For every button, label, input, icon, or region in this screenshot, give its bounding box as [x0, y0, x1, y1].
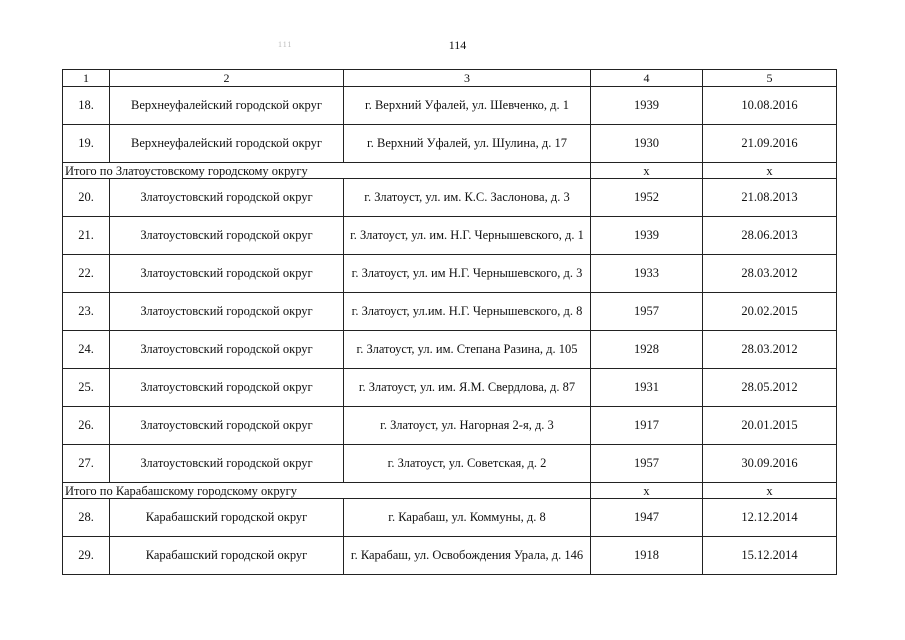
district-cell: Верхнеуфалейский городской округ	[110, 87, 344, 125]
table-row	[63, 293, 837, 331]
table-row	[63, 217, 837, 255]
buildings-table	[62, 69, 837, 575]
subtotal-date: х	[703, 163, 837, 179]
address-cell: г. Златоуст, ул. им. Я.М. Свердлова, д. 87	[344, 369, 591, 407]
row-number: 29.	[63, 537, 110, 575]
faint-stamp: 111	[278, 40, 293, 49]
date-cell: 28.06.2013	[703, 217, 837, 255]
date-cell: 20.01.2015	[703, 407, 837, 445]
year-cell: 1930	[591, 125, 703, 163]
district-cell: Златоустовский городской округ	[110, 217, 344, 255]
address-cell: г. Златоуст, ул. им. К.С. Заслонова, д. 3	[344, 179, 591, 217]
date-cell: 20.02.2015	[703, 293, 837, 331]
row-number: 18.	[63, 87, 110, 125]
district-cell: Златоустовский городской округ	[110, 179, 344, 217]
year-cell: 1957	[591, 445, 703, 483]
district-cell: Златоустовский городской округ	[110, 445, 344, 483]
address-cell: г. Златоуст, ул. им. Н.Г. Чернышевского, д. 1	[344, 217, 591, 255]
date-cell: 10.08.2016	[703, 87, 837, 125]
row-number: 27.	[63, 445, 110, 483]
date-cell: 21.09.2016	[703, 125, 837, 163]
table-row	[63, 87, 837, 125]
table-row	[63, 445, 837, 483]
table-row	[63, 255, 837, 293]
table-row	[63, 369, 837, 407]
district-cell: Златоустовский городской округ	[110, 331, 344, 369]
subtotal-label: Итого по Златоустовскому городскому округу	[63, 163, 591, 179]
address-cell: г. Златоуст, ул. Советская, д. 2	[344, 445, 591, 483]
district-cell: Златоустовский городской округ	[110, 293, 344, 331]
row-number: 22.	[63, 255, 110, 293]
row-number: 25.	[63, 369, 110, 407]
table-row	[63, 125, 837, 163]
district-cell: Верхнеуфалейский городской округ	[110, 125, 344, 163]
year-cell: 1947	[591, 499, 703, 537]
year-cell: 1931	[591, 369, 703, 407]
year-cell: 1917	[591, 407, 703, 445]
column-header: 4	[591, 70, 703, 87]
page-number: 114	[448, 38, 467, 52]
table-row	[63, 331, 837, 369]
year-cell: 1918	[591, 537, 703, 575]
year-cell: 1939	[591, 87, 703, 125]
date-cell: 30.09.2016	[703, 445, 837, 483]
column-header: 1	[63, 70, 110, 87]
district-cell: Карабашский городской округ	[110, 537, 344, 575]
date-cell: 28.03.2012	[703, 331, 837, 369]
table-row	[63, 537, 837, 575]
address-cell: г. Златоуст, ул. Нагорная 2-я, д. 3	[344, 407, 591, 445]
address-cell: г. Златоуст, ул. им. Степана Разина, д. 105	[344, 331, 591, 369]
column-header: 3	[344, 70, 591, 87]
date-cell: 12.12.2014	[703, 499, 837, 537]
subtotal-row	[63, 483, 837, 499]
table-row	[63, 407, 837, 445]
subtotal-year: х	[591, 163, 703, 179]
table-header-row	[63, 70, 837, 87]
subtotal-date: х	[703, 483, 837, 499]
district-cell: Златоустовский городской округ	[110, 255, 344, 293]
column-header: 5	[703, 70, 837, 87]
address-cell: г. Златоуст, ул. им Н.Г. Чернышевского, д. 3	[344, 255, 591, 293]
year-cell: 1933	[591, 255, 703, 293]
row-number: 23.	[63, 293, 110, 331]
address-cell: г. Карабаш, ул. Коммуны, д. 8	[344, 499, 591, 537]
address-cell: г. Верхний Уфалей, ул. Шевченко, д. 1	[344, 87, 591, 125]
row-number: 28.	[63, 499, 110, 537]
date-cell: 28.05.2012	[703, 369, 837, 407]
table-row	[63, 499, 837, 537]
address-cell: г. Верхний Уфалей, ул. Шулина, д. 17	[344, 125, 591, 163]
address-cell: г. Златоуст, ул.им. Н.Г. Чернышевского, д. 8	[344, 293, 591, 331]
district-cell: Карабашский городской округ	[110, 499, 344, 537]
table-row	[63, 179, 837, 217]
row-number: 26.	[63, 407, 110, 445]
year-cell: 1957	[591, 293, 703, 331]
column-header: 2	[110, 70, 344, 87]
date-cell: 15.12.2014	[703, 537, 837, 575]
row-number: 24.	[63, 331, 110, 369]
year-cell: 1952	[591, 179, 703, 217]
subtotal-label: Итого по Карабашскому городскому округу	[63, 483, 591, 499]
district-cell: Златоустовский городской округ	[110, 369, 344, 407]
district-cell: Златоустовский городской округ	[110, 407, 344, 445]
date-cell: 21.08.2013	[703, 179, 837, 217]
year-cell: 1928	[591, 331, 703, 369]
year-cell: 1939	[591, 217, 703, 255]
row-number: 21.	[63, 217, 110, 255]
row-number: 19.	[63, 125, 110, 163]
subtotal-year: х	[591, 483, 703, 499]
date-cell: 28.03.2012	[703, 255, 837, 293]
address-cell: г. Карабаш, ул. Освобождения Урала, д. 146	[344, 537, 591, 575]
row-number: 20.	[63, 179, 110, 217]
subtotal-row	[63, 163, 837, 179]
